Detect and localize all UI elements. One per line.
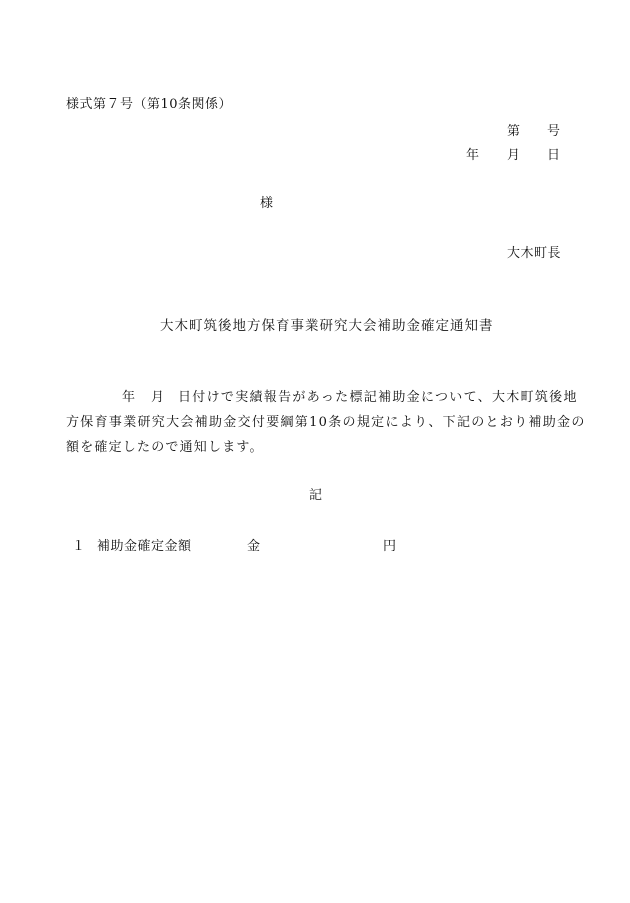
note-heading: 記 — [309, 488, 323, 503]
date-day: 日 — [547, 148, 561, 163]
body-line-3: 額を確定したので通知します。 — [66, 440, 264, 455]
body-line-1: 日付けで実績報告があった標記補助金について、大木町筑後地 — [178, 390, 578, 405]
doc-number-prefix: 第 — [507, 124, 521, 139]
date-year: 年 — [466, 148, 480, 163]
recipient-honorific: 様 — [260, 196, 274, 211]
item-amount-unit: 円 — [383, 539, 397, 554]
item-amount-prefix: 金 — [247, 539, 261, 554]
document-title: 大木町筑後地方保育事業研究大会補助金確定通知書 — [160, 318, 494, 334]
body-date-year: 年 — [122, 390, 136, 405]
form-number: 様式第７号（第10条関係） — [66, 97, 233, 112]
body-line-2: 方保育事業研究大会補助金交付要綱第10条の規定により、下記のとおり補助金の — [66, 415, 586, 430]
sender-name: 大木町長 — [507, 246, 562, 261]
item-label: 補助金確定金額 — [97, 539, 192, 554]
item-number: １ — [72, 539, 86, 554]
date-month: 月 — [507, 148, 521, 163]
body-date-month: 月 — [151, 390, 165, 405]
doc-number-suffix: 号 — [547, 124, 561, 139]
